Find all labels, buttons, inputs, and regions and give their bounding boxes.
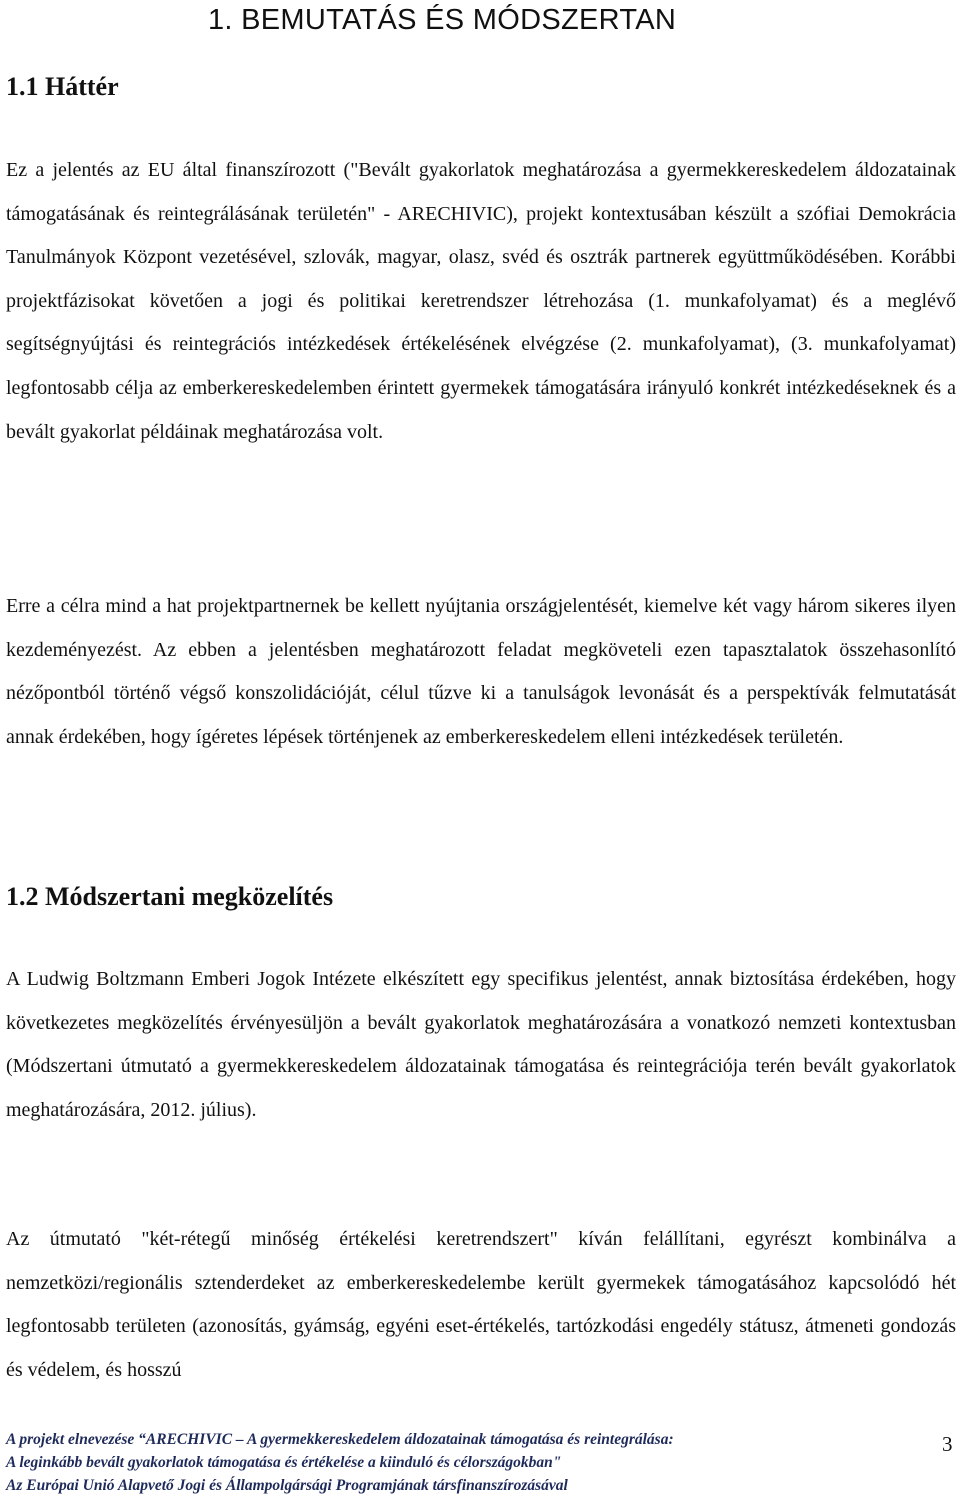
chapter-title: 1. BEMUTATÁS ÉS MÓDSZERTAN: [208, 4, 677, 36]
paragraph-quality-framework: Az útmutató "két-rétegű minőség értékelési keretrendszert" kíván felállítani, egyrészt kombinálva a nemzetközi/regionális sztenderdeket az emberkereskedelembe került gyermekek támogatásához kapcsolódó hét legfontosabb területen (azonosítás, gyámság, egyéni eset-értékelés, tartózkodási engedély státusz, átmeneti gondozás és védelem, és hosszú: [6, 1228, 956, 1381]
footer-project-name: A projekt elnevezése “ARECHIVIC – A gyermekkereskedelem áldozatainak támogatása és reintegrálása:: [6, 1431, 674, 1448]
paragraph-country-reports: Erre a célra mind a hat projektpartnernek be kellett nyújtania országjelentését, kiemelve két vagy három sikeres ilyen kezdeményezést. Az ebben a jelentésben meghatározott feladat megköveteli ezen tapasztalatok összehasonlító nézőpontból történő végső konszolidációját, célul tűzve ki a tanulságok levonását és a perspektívák felmutatását annak érdekében, hogy ígéretes lépések történjenek az emberkereskedelem elleni intézkedések területén.: [6, 595, 956, 748]
footer-project-subtitle: A leginkább bevált gyakorlatok támogatása és értékelése a kiinduló és célországokban": [6, 1454, 562, 1471]
page-number: 3: [942, 1432, 953, 1456]
section-heading-background: 1.1 Háttér: [6, 72, 119, 101]
section-heading-methodology: 1.2 Módszertani megközelítés: [6, 882, 334, 911]
page-footer: [6, 1428, 956, 1497]
paragraph-project-context: Ez a jelentés az EU által finanszírozott ("Bevált gyakorlatok meghatározása a gyermekkereskedelem áldozatainak támogatásának és reintegrálásának területén" - ARECHIVIC), projekt kontextusában készült a szófiai Demokrácia Tanulmányok Központ vezetésével, szlovák, magyar, olasz, svéd és osztrák partnerek együttműködésében. Korábbi projektfázisokat követően a jogi és politikai keretrendszer létrehozása (1. munkafolyamat) és a meglévő segítségnyújtási és reintegrációs intézkedések értékelésének elvégzése (2. munkafolyamat), (3. munkafolyamat) legfontosabb célja az emberkereskedelemben érintett gyermekek támogatására irányuló konkrét intézkedéseknek és a bevált gyakorlat példáinak meghatározása volt.: [6, 159, 956, 443]
footer-funding-note: Az Európai Unió Alapvető Jogi és Állampolgársági Programjának társfinanszírozásával: [6, 1477, 568, 1494]
paragraph-methodology-guide: A Ludwig Boltzmann Emberi Jogok Intézete elkészített egy specifikus jelentést, annak biztosítása érdekében, hogy következetes megközelítés érvényesüljön a bevált gyakorlatok meghatározására a vonatkozó nemzeti kontextusban (Módszertani útmutató a gyermekkereskedelem áldozatainak támogatása és reintegrációja terén bevált gyakorlatok meghatározására, 2012. július).: [6, 968, 956, 1121]
